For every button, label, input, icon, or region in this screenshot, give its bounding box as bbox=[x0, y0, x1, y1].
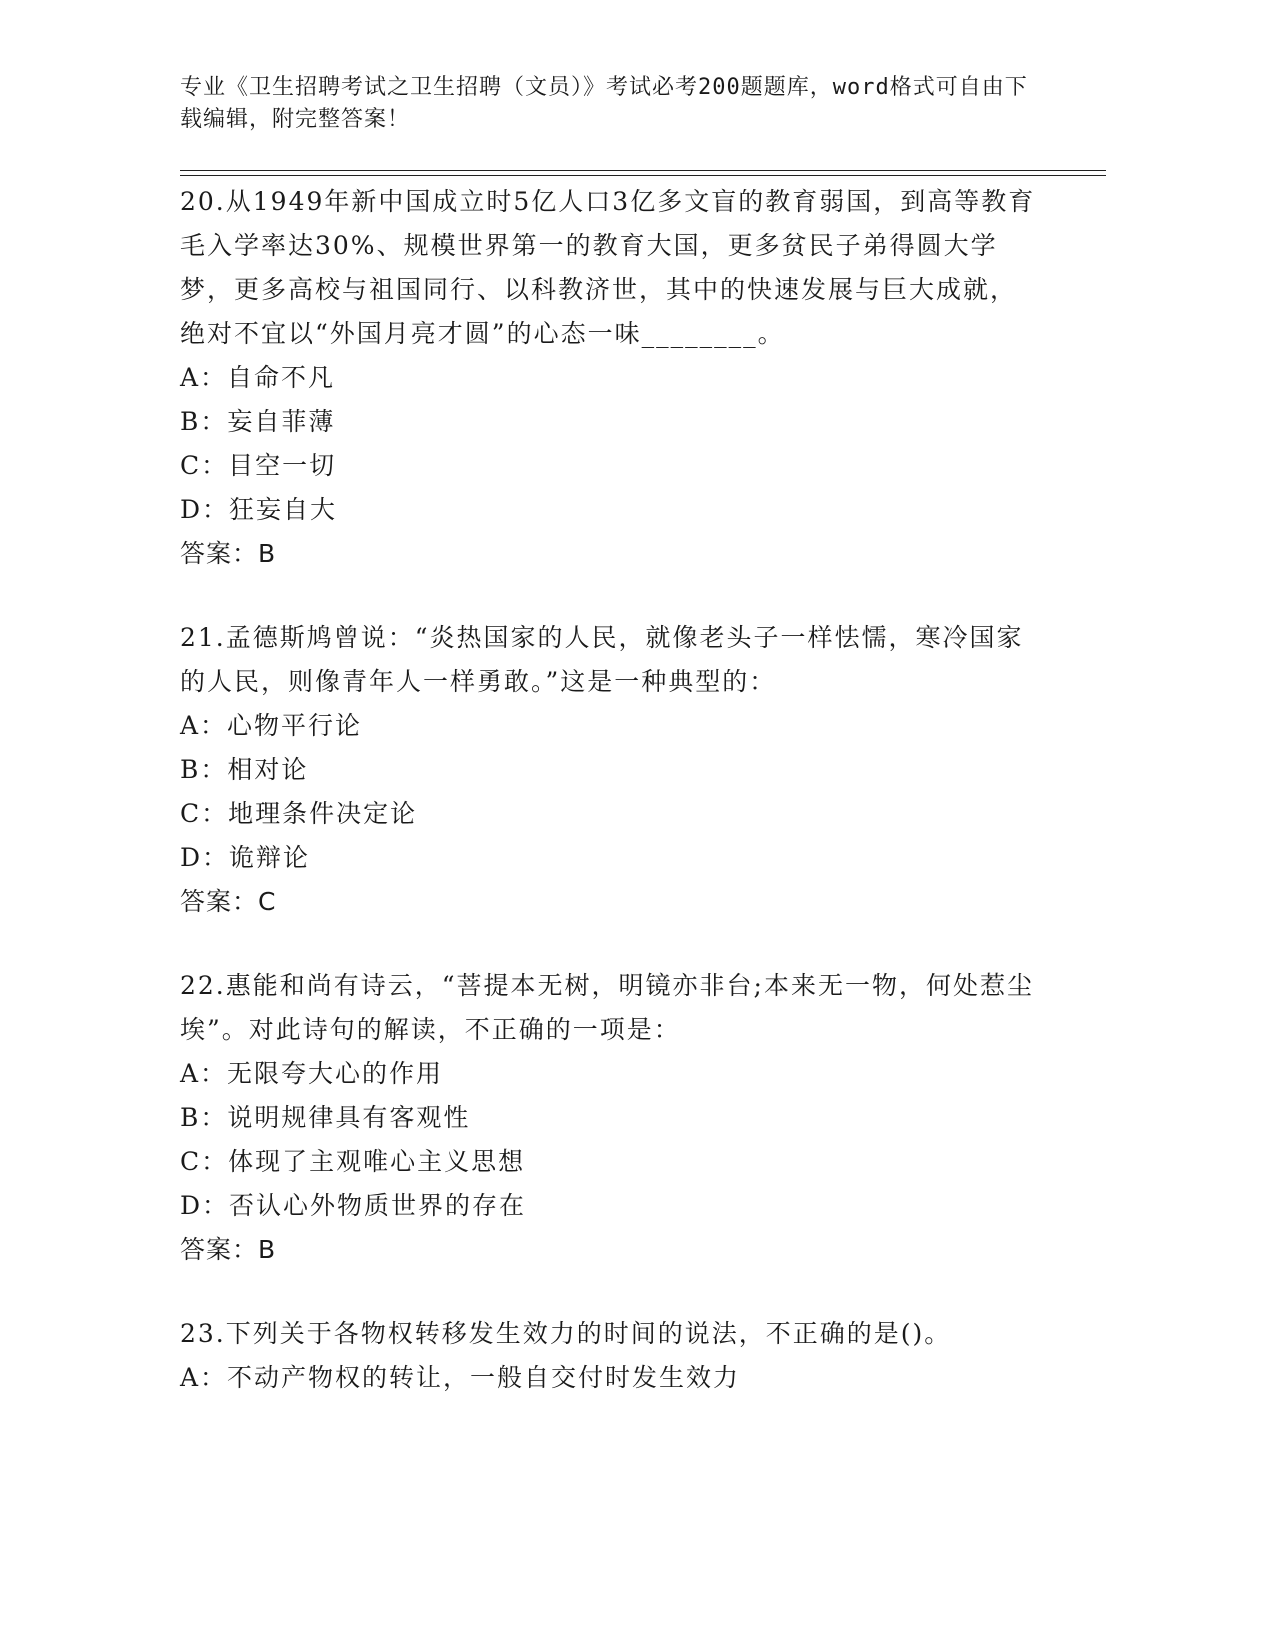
option-d: D：诡辩论 bbox=[180, 843, 311, 872]
option-b: B：妄自菲薄 bbox=[180, 407, 336, 436]
option-d: D：狂妄自大 bbox=[180, 495, 338, 524]
question-22 bbox=[180, 964, 1080, 1272]
question-list bbox=[180, 180, 1080, 1440]
answer-line: 答案：B bbox=[180, 1235, 277, 1264]
question-stem: 23.下列关于各物权转移发生效力的时间的说法，不正确的是()。 bbox=[180, 1319, 952, 1348]
header-divider-bottom bbox=[180, 175, 1106, 176]
option-c: C：体现了主观唯心主义思想 bbox=[180, 1147, 526, 1176]
question-23 bbox=[180, 1312, 1080, 1400]
option-d: D：否认心外物质世界的存在 bbox=[180, 1191, 527, 1220]
option-a: A：不动产物权的转让，一般自交付时发生效力 bbox=[180, 1363, 741, 1392]
option-c: C：目空一切 bbox=[180, 451, 337, 480]
option-a: A：自命不凡 bbox=[180, 363, 336, 392]
question-stem: 21.孟德斯鸠曾说：“炎热国家的人民，就像老头子一样怯懦，寒冷国家的人民，则像青年人一样勇敢。”这是一种典型的： bbox=[180, 623, 1024, 696]
question-stem: 20.从1949年新中国成立时5亿人口3亿多文盲的教育弱国，到高等教育毛入学率达30%、规模世界第一的教育大国，更多贫民子弟得圆大学梦，更多高校与祖国同行、以科教济世，其中的快速发展与巨大成就，绝对不宜以“外国月亮才圆”的心态一味________。 bbox=[180, 187, 1036, 348]
option-c: C：地理条件决定论 bbox=[180, 799, 418, 828]
answer-line: 答案：B bbox=[180, 539, 277, 568]
document-header: 专业《卫生招聘考试之卫生招聘（文员）》考试必考200题题库，word格式可自由下载编辑，附完整答案！ bbox=[180, 75, 1028, 132]
question-stem: 22.惠能和尚有诗云，“菩提本无树，明镜亦非台;本来无一物，何处惹尘埃”。对此诗句的解读，不正确的一项是： bbox=[180, 971, 1034, 1044]
question-21 bbox=[180, 616, 1080, 924]
answer-line: 答案：C bbox=[180, 887, 277, 916]
option-b: B：相对论 bbox=[180, 755, 309, 784]
option-a: A：无限夸大心的作用 bbox=[180, 1059, 444, 1088]
header-divider-top bbox=[180, 170, 1106, 171]
option-a: A：心物平行论 bbox=[180, 711, 363, 740]
question-20 bbox=[180, 180, 1080, 576]
option-b: B：说明规律具有客观性 bbox=[180, 1103, 471, 1132]
